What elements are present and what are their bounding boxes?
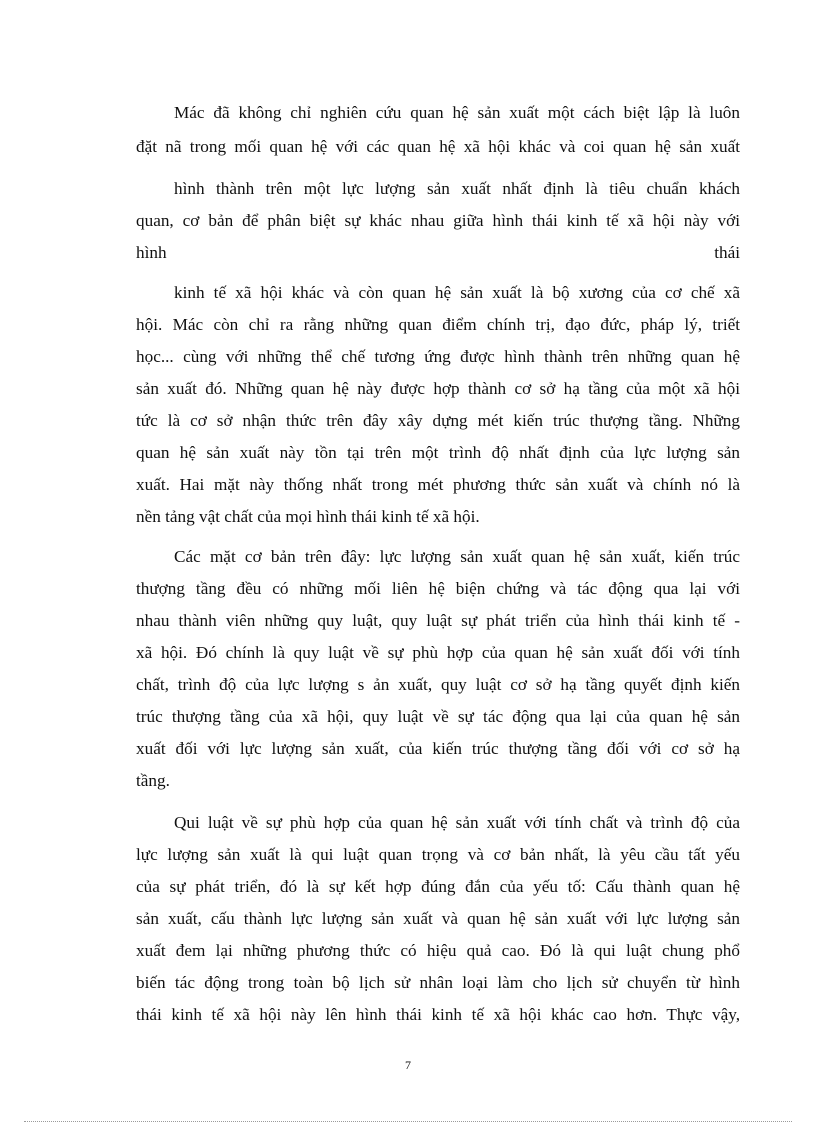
paragraph-3-line-5: tức là cơ sở nhận thức trên đây xây dựng mét kiến trúc thượng tầng. Những bbox=[136, 411, 740, 430]
paragraph-4-line-4: xã hội. Đó chính là quy luật về sự phù hợp của quan hệ sản xuất đối với tính bbox=[136, 643, 740, 662]
paragraph-4-line-8: tầng. bbox=[136, 771, 170, 790]
paragraph-3-line-8: nền tảng vật chất của mọi hình thái kinh tế xã hội. bbox=[136, 507, 480, 526]
paragraph-3-line-4: sản xuất đó. Những quan hệ này được hợp thành cơ sở hạ tầng của một xã hội bbox=[136, 379, 740, 398]
paragraph-4-line-1: Các mặt cơ bản trên đây: lực lượng sản xuất quan hệ sản xuất, kiến trúc bbox=[174, 547, 740, 566]
paragraph-3-line-3: học... cùng với những thể chế tương ứng được hình thành trên những quan hệ bbox=[136, 347, 740, 366]
paragraph-5-line-1: Qui luật về sự phù hợp của quan hệ sản xuất với tính chất và trình độ của bbox=[174, 813, 740, 832]
paragraph-1-line-2: đặt nã trong mối quan hệ với các quan hệ xã hội khác và coi quan hệ sản xuất bbox=[136, 137, 740, 156]
footer-dotted-rule bbox=[24, 1121, 792, 1122]
paragraph-2-line-2: quan, cơ bản để phân biệt sự khác nhau giữa hình thái kinh tế xã hội này với bbox=[136, 211, 740, 230]
paragraph-4-line-6: trúc thượng tầng của xã hội, quy luật về sự tác động qua lại của quan hệ sản bbox=[136, 707, 740, 726]
paragraph-5-line-7: thái kinh tế xã hội này lên hình thái kinh tế xã hội khác cao hơn. Thực vậy, bbox=[136, 1005, 740, 1024]
paragraph-5-line-6: biến tác động trong toàn bộ lịch sử nhân loại làm cho lịch sử chuyển từ hình bbox=[136, 973, 740, 992]
paragraph-1-line-1: Mác đã không chỉ nghiên cứu quan hệ sản xuất một cách biệt lập là luôn bbox=[174, 103, 740, 122]
paragraph-4-line-2: thượng tầng đều có những mối liên hệ biện chứng và tác động qua lại với bbox=[136, 579, 740, 598]
page-number: 7 bbox=[405, 1058, 411, 1072]
paragraph-4-line-5: chất, trình độ của lực lượng s ản xuất, quy luật cơ sở hạ tầng quyết định kiến bbox=[136, 675, 740, 694]
paragraph-3-line-1: kinh tế xã hội khác và còn quan hệ sản xuất là bộ xương của cơ chế xã bbox=[174, 283, 740, 302]
paragraph-3-line-2: hội. Mác còn chỉ ra rằng những quan điểm chính trị, đạo đức, pháp lý, triết bbox=[136, 315, 740, 334]
paragraph-5-line-4: sản xuất, cấu thành lực lượng sản xuất và quan hệ sản xuất với lực lượng sản bbox=[136, 909, 740, 928]
paragraph-5-line-3: của sự phát triển, đó là sự kết hợp đúng đắn của yếu tố: Cấu thành quan hệ bbox=[136, 877, 740, 896]
paragraph-4-line-3: nhau thành viên những quy luật, quy luật sự phát triển của hình thái kinh tế - bbox=[136, 611, 740, 630]
paragraph-3-line-7: xuất. Hai mặt này thống nhất trong mét phương thức sản xuất và chính nó là bbox=[136, 475, 740, 494]
paragraph-5-line-5: xuất đem lại những phương thức có hiệu quả cao. Đó là qui luật chung phổ bbox=[136, 941, 740, 960]
paragraph-2-line-3: hình thái bbox=[136, 243, 740, 262]
paragraph-2-line-1: hình thành trên một lực lượng sản xuất nhất định là tiêu chuẩn khách bbox=[174, 179, 740, 198]
paragraph-4-line-7: xuất đối với lực lượng sản xuất, của kiến trúc thượng tầng đối với cơ sở hạ bbox=[136, 739, 740, 758]
paragraph-3-line-6: quan hệ sản xuất này tồn tại trên một trình độ nhất định của lực lượng sản bbox=[136, 443, 740, 462]
paragraph-5-line-2: lực lượng sản xuất là qui luật quan trọng và cơ bản nhất, là yêu cầu tất yếu bbox=[136, 845, 740, 864]
